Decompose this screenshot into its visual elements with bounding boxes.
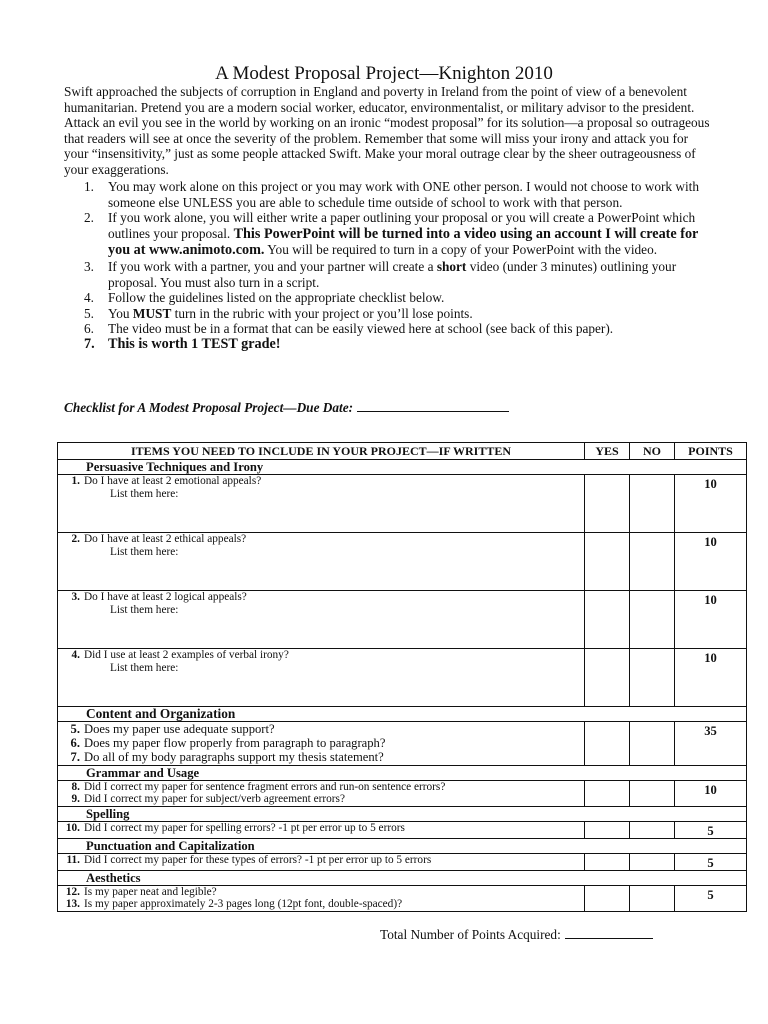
item-cell: 3. Do I have at least 2 logical appeals? List them here:: [58, 591, 585, 649]
points-cell: 5: [675, 885, 747, 911]
section-content: Content and Organization: [58, 707, 747, 722]
section-spelling: Spelling: [58, 806, 747, 821]
due-date-blank[interactable]: [357, 400, 509, 412]
no-cell[interactable]: [630, 853, 675, 870]
item-cell: 4. Did I use at least 2 examples of verbal irony? List them here:: [58, 649, 585, 707]
intro-paragraph: Swift approached the subjects of corruption in England and poverty in Ireland from the point of view of a benevolent humanitarian. Pretend you are a modern social worker, educator, environmentalist, or military advisor to the president. Attack an evil you see in the world by working on an ironic “modest proposal” for its solution—a proposal so outrageous that readers will see at once the severity of the problem. Remember that some will miss your irony and attack you for your “insensitivity,” just as some people attacked Swift. Make your moral outrage clear by the sheer outrageousness of your exaggerations.: [64, 84, 710, 177]
no-cell[interactable]: [630, 533, 675, 591]
yes-cell[interactable]: [585, 885, 630, 911]
section-row: [58, 838, 747, 853]
no-cell[interactable]: [630, 780, 675, 806]
section-row: [58, 870, 747, 885]
table-row: [58, 533, 747, 591]
points-cell: 10: [675, 533, 747, 591]
table-row: [58, 591, 747, 649]
section-row: [58, 707, 747, 722]
yes-cell[interactable]: [585, 591, 630, 649]
instruction-item: 1. You may work alone on this project or you may work with ONE other person. I would not choose to work with someone else UNLESS you are able to schedule time outside of school to work with that person.: [84, 179, 700, 210]
yes-cell[interactable]: [585, 722, 630, 766]
table-row: [58, 649, 747, 707]
checklist-heading: Checklist for A Modest Proposal Project—Due Date:: [64, 400, 509, 416]
section-grammar: Grammar and Usage: [58, 765, 747, 780]
instruction-item: 3. If you work with a partner, you and your partner will create a short video (under 3 minutes) outlining your proposal. You must also turn in a script.: [84, 258, 677, 290]
no-cell[interactable]: [630, 722, 675, 766]
header-yes: YES: [585, 443, 630, 460]
total-points-blank[interactable]: [565, 927, 653, 939]
table-header-row: [58, 443, 747, 460]
yes-cell[interactable]: [585, 533, 630, 591]
no-cell[interactable]: [630, 591, 675, 649]
item-cell: 10. Did I correct my paper for spelling errors? -1 pt per error up to 5 errors: [58, 821, 585, 838]
instruction-item: 6. The video must be in a format that can be easily viewed here at school (see back of this paper).: [84, 321, 614, 337]
item-cell: 2. Do I have at least 2 ethical appeals? List them here:: [58, 533, 585, 591]
item-cell: 12. Is my paper neat and legible? 13. Is my paper approximately 2-3 pages long (12pt font, double-spaced)?: [58, 885, 585, 911]
points-cell: 35: [675, 722, 747, 766]
instructions-list: [64, 179, 714, 353]
points-cell: 10: [675, 649, 747, 707]
table-row: [58, 722, 747, 766]
points-cell: 10: [675, 780, 747, 806]
no-cell[interactable]: [630, 475, 675, 533]
rubric-table: [57, 442, 747, 912]
item-cell: 1. Do I have at least 2 emotional appeals? List them here:: [58, 475, 585, 533]
instruction-item: 7. This is worth 1 TEST grade!: [84, 335, 281, 352]
points-cell: 5: [675, 821, 747, 838]
table-row: [58, 885, 747, 911]
table-row: [58, 475, 747, 533]
item-cell: 5. Does my paper use adequate support? 6. Does my paper flow properly from paragraph to paragraph? 7. Do all of my body paragraphs support my thesis statement?: [58, 722, 585, 766]
item-cell: 8. Did I correct my paper for sentence fragment errors and run-on sentence errors? 9. Did I correct my paper for subject/verb agreement errors?: [58, 780, 585, 806]
section-row: [58, 765, 747, 780]
table-row: [58, 821, 747, 838]
total-points: Total Number of Points Acquired:: [380, 927, 653, 943]
table-row: [58, 853, 747, 870]
instruction-item: 5. You MUST turn in the rubric with your project or you’ll lose points.: [84, 305, 473, 321]
section-punctuation: Punctuation and Capitalization: [58, 838, 747, 853]
yes-cell[interactable]: [585, 649, 630, 707]
header-points: POINTS: [675, 443, 747, 460]
page-title: A Modest Proposal Project—Knighton 2010: [215, 63, 553, 84]
section-row: [58, 806, 747, 821]
yes-cell[interactable]: [585, 475, 630, 533]
points-cell: 5: [675, 853, 747, 870]
yes-cell[interactable]: [585, 853, 630, 870]
section-row: [58, 460, 747, 475]
no-cell[interactable]: [630, 649, 675, 707]
no-cell[interactable]: [630, 885, 675, 911]
yes-cell[interactable]: [585, 821, 630, 838]
no-cell[interactable]: [630, 821, 675, 838]
item-cell: 11. Did I correct my paper for these types of errors? -1 pt per error up to 5 errors: [58, 853, 585, 870]
header-no: NO: [630, 443, 675, 460]
yes-cell[interactable]: [585, 780, 630, 806]
points-cell: 10: [675, 591, 747, 649]
header-items: ITEMS YOU NEED TO INCLUDE IN YOUR PROJECT—IF WRITTEN: [58, 443, 585, 460]
points-cell: 10: [675, 475, 747, 533]
section-persuasive: Persuasive Techniques and Irony: [58, 460, 747, 475]
instruction-item: 4. Follow the guidelines listed on the appropriate checklist below.: [84, 290, 445, 306]
instruction-item: 2. If you work alone, you will either write a paper outlining your proposal or you will create a PowerPoint which outlines your proposal. This PowerPoint will be turned into a video using an account I will create for you at www.animoto.com. You will be required to turn in a copy of your PowerPoint with the video.: [84, 210, 699, 259]
table-row: [58, 780, 747, 806]
section-aesthetics: Aesthetics: [58, 870, 747, 885]
